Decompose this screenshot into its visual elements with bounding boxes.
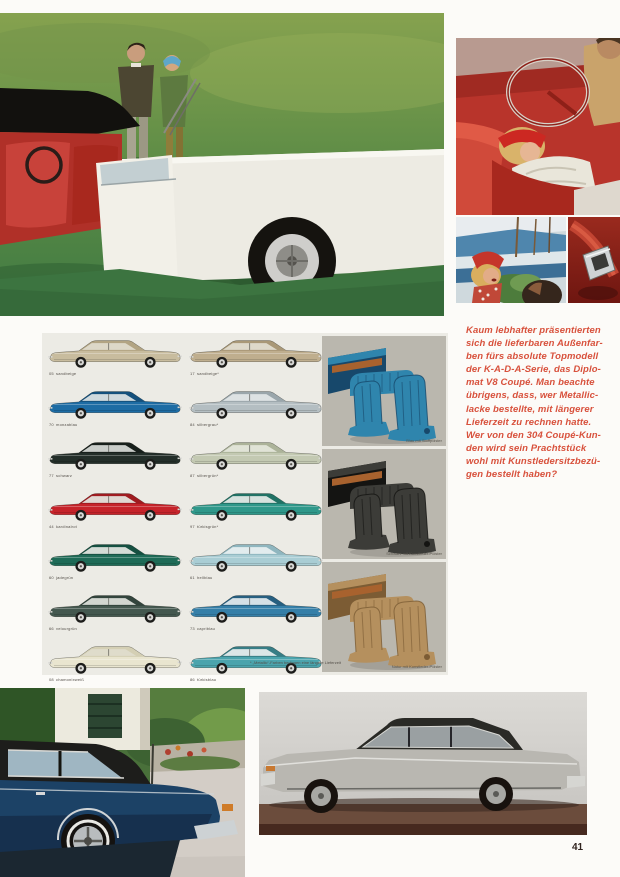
- grey-car-photo-illustration: [259, 692, 587, 835]
- car-color-label: 66 velourgrün: [49, 626, 77, 631]
- commentary-line: gen bestellt haben?: [466, 469, 558, 481]
- blue-car-photo-illustration: [0, 688, 245, 877]
- car-illustration: [47, 390, 183, 420]
- upholstery-panel: [322, 336, 446, 446]
- red-interior-photo: [456, 38, 620, 215]
- interior-photo-illustration: [456, 38, 620, 215]
- front-wheel: [75, 612, 86, 623]
- car-color-label: 87 silbergrün*: [190, 473, 219, 478]
- car-illustration: [188, 441, 324, 471]
- car-color-swatch: [188, 339, 324, 387]
- car-color-swatch: [188, 594, 324, 642]
- upholstery-panel: [322, 449, 446, 559]
- commentary-line: wohl mit Kunstledersitzbezü-: [466, 455, 601, 467]
- upholstery-illustration: [322, 449, 446, 559]
- car-color-label: 05 sandbeige: [49, 371, 77, 376]
- commentary-text: [466, 324, 620, 481]
- rear-wheel: [286, 357, 297, 368]
- rear-wheel: [145, 510, 156, 521]
- commentary-line: der K-A-D-A-Serie, das Diplo-: [466, 364, 601, 376]
- commentary-line: lacke bestellte, mit längerer: [466, 403, 594, 415]
- front-wheel: [75, 408, 86, 419]
- car-color-label: 17 sandbeige*: [190, 371, 220, 376]
- car-color-swatch: [47, 339, 183, 387]
- marina-photo-illustration: [456, 217, 566, 303]
- commentary-line: mat V8 Coupé. Man beachte: [466, 377, 595, 389]
- golf-course-car-photo: [0, 13, 444, 316]
- car-color-swatch: [188, 441, 324, 489]
- front-wheel: [75, 510, 86, 521]
- car-color-label: 70 monzablau: [49, 422, 78, 427]
- detail-photo-illustration: [568, 217, 620, 303]
- rear-wheel: [145, 561, 156, 572]
- commentary-line: übrigens, dass, wer Metallic-: [466, 390, 599, 402]
- car-color-label: 44 kardinalrot: [49, 524, 77, 529]
- car-color-label: 08 chamonixweiß: [49, 677, 85, 682]
- color-chart: [42, 333, 448, 682]
- upholstery-illustration: [322, 562, 446, 672]
- commentary-line: den wird sein Prachtstück: [466, 442, 587, 454]
- rear-wheel: [286, 612, 297, 623]
- car-color-swatch: [188, 543, 324, 591]
- upholstery-caption: Schwarz mit Kunstleder-Polster: [386, 551, 442, 556]
- car-color-swatch: [47, 390, 183, 438]
- page-number: 41: [572, 842, 584, 853]
- car-color-swatch: [47, 441, 183, 489]
- rear-wheel: [286, 459, 297, 470]
- front-wheel: [216, 408, 227, 419]
- car-illustration: [188, 594, 324, 624]
- car-color-swatch: [47, 543, 183, 591]
- car-illustration: [188, 390, 324, 420]
- commentary-line: Lieferzeit zu rechnen hatte.: [466, 416, 592, 428]
- car-illustration: [47, 645, 183, 675]
- front-wheel: [75, 663, 86, 674]
- rear-wheel: [145, 357, 156, 368]
- marina-photo: [456, 217, 566, 303]
- car-color-label: 86 türkisblau: [190, 677, 217, 682]
- car-color-label: 77 schwarz: [49, 473, 73, 478]
- grey-car-photo: [259, 692, 587, 835]
- rear-wheel: [145, 459, 156, 470]
- front-wheel: [216, 357, 227, 368]
- car-color-swatch: [47, 492, 183, 540]
- commentary-line: Wer von den 304 Coupé-Kun-: [466, 429, 601, 441]
- car-color-label: 73 capriblau: [190, 626, 216, 631]
- car-color-label: 97 türkisgrün*: [190, 524, 219, 529]
- upholstery-caption: Natur mit Kunstleder-Polster: [391, 664, 442, 669]
- car-illustration: [47, 492, 183, 522]
- car-illustration: [47, 339, 183, 369]
- commentary-line: Kaum lebhafter präsentierten: [466, 325, 601, 336]
- color-column-left: [47, 336, 183, 693]
- car-illustration: [188, 339, 324, 369]
- upholstery-panel: [322, 562, 446, 672]
- car-illustration: [188, 492, 324, 522]
- chart-footnote: * „Metallic“-Farben bedingen eine längere Lieferzeit: [250, 660, 341, 665]
- car-color-swatch: [47, 645, 183, 693]
- front-wheel: [75, 459, 86, 470]
- car-illustration: [47, 543, 183, 573]
- car-color-label: 60 jadegrün: [49, 575, 74, 580]
- commentary-line: sich die lieferbaren Außenfar-: [466, 338, 603, 350]
- car-color-swatch: [188, 390, 324, 438]
- car-color-label: 61 hellblau: [190, 575, 213, 580]
- commentary-line: ben fürs absolute Topmodell: [466, 351, 599, 363]
- chrome-detail-photo: [568, 217, 620, 303]
- car-color-label: 84 silbergrau*: [190, 422, 219, 427]
- upholstery-panels: [322, 336, 446, 675]
- front-wheel: [216, 510, 227, 521]
- front-wheel: [75, 357, 86, 368]
- car-color-swatch: [47, 594, 183, 642]
- car-illustration: [47, 441, 183, 471]
- rear-wheel: [145, 663, 156, 674]
- car-illustration: [47, 594, 183, 624]
- upholstery-caption: Blau mit Stoffpolster: [406, 438, 442, 443]
- car-color-swatch: [188, 492, 324, 540]
- car-color-swatch: [188, 645, 324, 693]
- rear-wheel: [286, 408, 297, 419]
- upholstery-illustration: [322, 336, 446, 446]
- blue-car-photo: [0, 688, 245, 877]
- rear-wheel: [286, 510, 297, 521]
- rear-wheel: [145, 408, 156, 419]
- golf-photo-illustration: [0, 13, 444, 316]
- front-wheel: [216, 612, 227, 623]
- rear-wheel: [286, 561, 297, 572]
- color-column-right: [188, 336, 324, 693]
- front-wheel: [75, 561, 86, 572]
- front-wheel: [216, 561, 227, 572]
- front-wheel: [216, 459, 227, 470]
- front-wheel: [216, 663, 227, 674]
- rear-wheel: [145, 612, 156, 623]
- car-illustration: [188, 543, 324, 573]
